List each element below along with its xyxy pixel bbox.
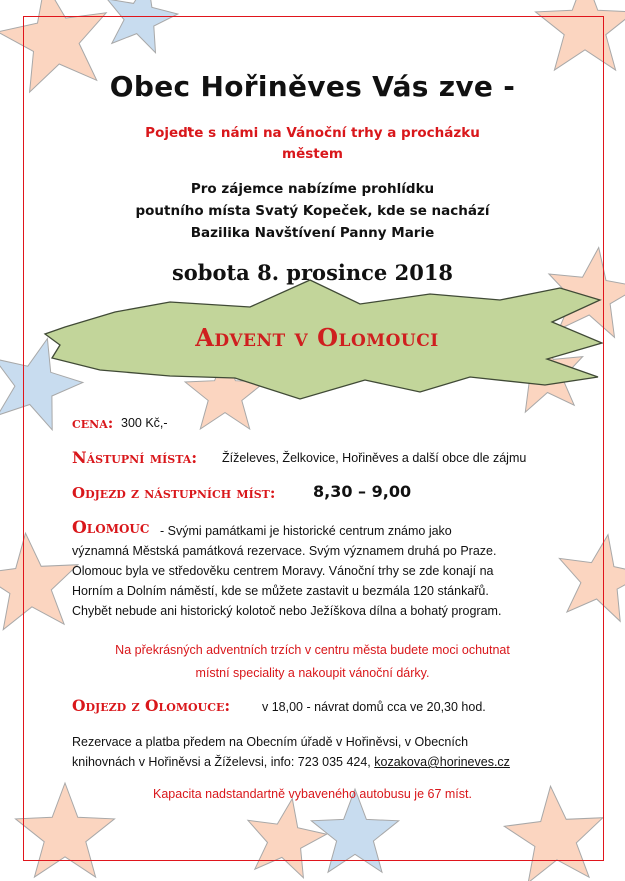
departure-time: 8,30 – 9,00 xyxy=(313,482,412,501)
olomouc-text-line-4: Horním a Dolním náměstí, kde se můžete zastavit u bezmála 120 stánkařů. xyxy=(72,584,489,598)
market-note-line-2: místní speciality a nakoupit vánoční dárky. xyxy=(195,666,430,680)
market-note-line-1: Na překrásných adventních trzích v centru města budete moci ochutnat xyxy=(115,643,510,657)
subtitle-red-line-1: Pojeďte s námi na Vánoční trhy a procházku xyxy=(145,125,480,141)
olomouc-label: Olomouc xyxy=(72,518,150,538)
page-title: Obec Hořiněves Vás zve - xyxy=(109,70,516,103)
reservation-line-2 xyxy=(72,752,510,772)
subtitle-red-line-2: městem xyxy=(282,146,343,162)
subtitle-black-line-3: Bazilika Navštívení Panny Marie xyxy=(190,225,435,241)
banner-title: Advent v Olomouci xyxy=(195,323,439,352)
return-label: Odjezd z Olomouce: xyxy=(72,696,231,715)
capacity-note: Kapacita nadstandartně vybaveného autobusu je 67 míst. xyxy=(153,787,472,801)
olomouc-text-line-1: - Svými památkami je historické centrum známo jako xyxy=(160,524,452,538)
olomouc-text-line-3: Olomouc byla ve středověku centrem Moravy. Vánoční trhy se zde konají na xyxy=(72,564,494,578)
olomouc-text-line-5: Chybět nebude ani historický kolotoč nebo Ježíškova dílna a bohatý program. xyxy=(72,604,502,618)
price-value: 300 Kč,- xyxy=(121,416,168,430)
boarding-value: Žíželeves, Želkovice, Hořiněves a další obce dle zájmu xyxy=(222,451,527,465)
email-link[interactable]: kozakova@horineves.cz xyxy=(374,755,510,769)
olomouc-text-line-2: významná Městská památková rezervace. Svým významem druhá po Praze. xyxy=(72,544,497,558)
event-date: sobota 8. prosince 2018 xyxy=(171,260,454,285)
reservation-line-1: Rezervace a platba předem na Obecním úřadě v Hořiněvsi, v Obecních xyxy=(72,735,469,749)
subtitle-black-line-2: poutního místa Svatý Kopeček, kde se nachází xyxy=(135,203,490,219)
reservation-line-2-text: knihovnách v Hořiněvsi a Žíželevsi, info: 723 035 424, xyxy=(72,755,371,769)
departure-label: Odjezd z nástupních míst: xyxy=(72,484,276,502)
subtitle-black-line-1: Pro zájemce nabízíme prohlídku xyxy=(190,181,435,197)
boarding-label: Nástupní místa: xyxy=(72,448,198,467)
return-value: v 18,00 - návrat domů cca ve 20,30 hod. xyxy=(262,700,486,714)
price-label: cena: xyxy=(72,414,114,432)
